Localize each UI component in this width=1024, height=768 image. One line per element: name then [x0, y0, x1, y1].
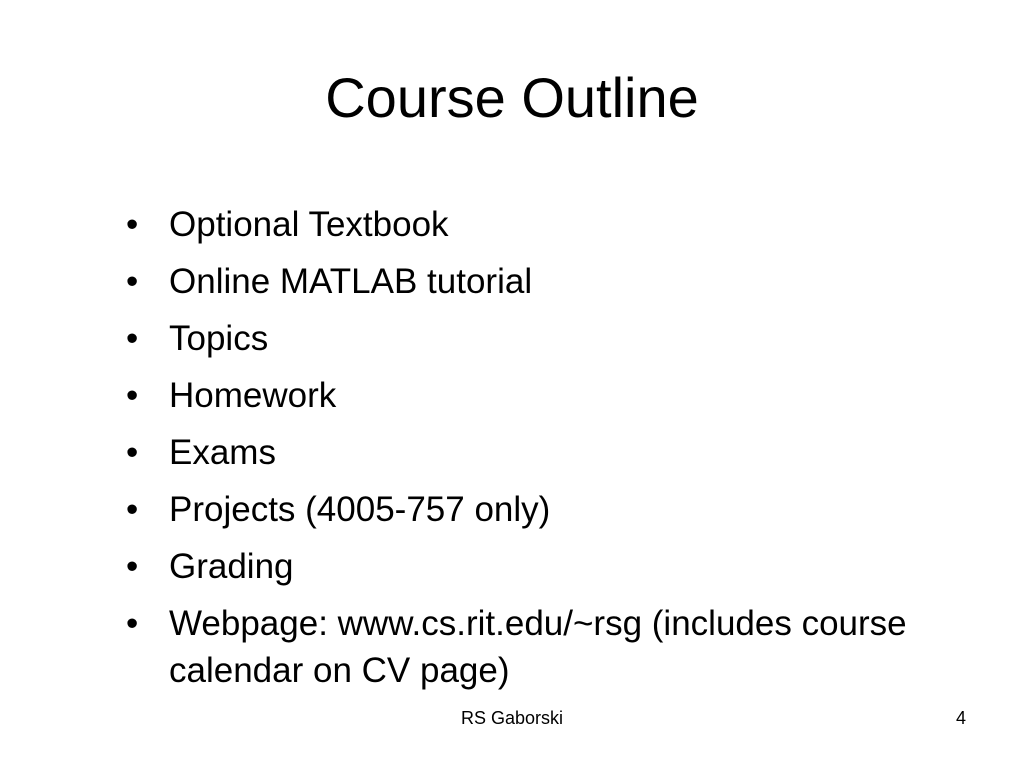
bullet-marker: •: [126, 376, 139, 415]
bullet-marker: •: [126, 547, 139, 586]
bullet-text: Exams: [169, 433, 276, 472]
bullet-text: Optional Textbook: [169, 205, 449, 244]
bullet-item-topics: [126, 315, 916, 362]
bullet-marker: •: [126, 262, 139, 301]
bullet-marker: •: [126, 205, 139, 244]
bullet-item-matlab-tutorial: [126, 258, 916, 305]
bullet-item-grading: [126, 543, 916, 590]
page-number: 4: [955, 708, 966, 728]
slide-title: Course Outline: [325, 66, 699, 129]
bullet-marker: •: [126, 319, 139, 358]
bullet-text: Online MATLAB tutorial: [169, 262, 533, 301]
bullet-item-webpage: [126, 600, 916, 694]
bullet-text: Projects (4005-757 only): [169, 490, 551, 529]
bullet-text: Topics: [169, 319, 269, 358]
bullet-text: Grading: [169, 547, 294, 586]
bullet-text: Webpage: www.cs.rit.edu/~rsg (includes course calendar on CV page): [169, 604, 907, 690]
bullet-text: Homework: [169, 376, 337, 415]
bullet-item-exams: [126, 429, 916, 476]
bullet-list: [126, 201, 916, 704]
bullet-item-projects: [126, 486, 916, 533]
bullet-item-optional-textbook: [126, 201, 916, 248]
bullet-marker: •: [126, 490, 139, 529]
bullet-item-homework: [126, 372, 916, 419]
footer-author: RS Gaborski: [460, 708, 564, 728]
bullet-marker: •: [126, 433, 139, 472]
bullet-marker: •: [126, 604, 139, 643]
